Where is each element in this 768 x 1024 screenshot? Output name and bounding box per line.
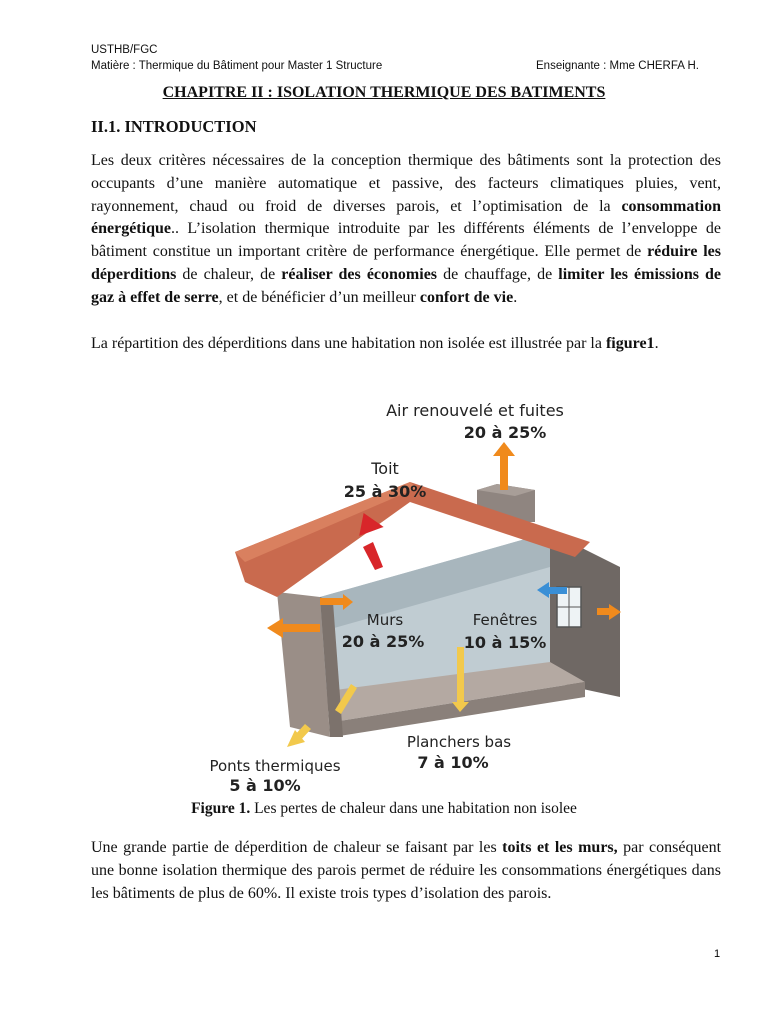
air-arrow (493, 442, 515, 490)
windows-value: 10 à 15% (463, 633, 547, 652)
intro-paragraph: Les deux critères nécessaires de la conception thermique des bâtiments sont la protection des occupants d’une manière automatique et passive, des facteurs climatiques pluies, vent, rayonnement, chaud ou froid de diverses parois, et l’optimisation de la consommation énergétique.. L’isolation thermique introduite par les différents éléments de l’enveloppe de bâtiment constitue un important critère de performance énergétique. Elle permet de réduire les déperditions de chaleur, de réaliser des économies de chauffage, de limiter les émissions de gaz à effet de serre, et de bénéficier d’un meilleur confort de vie. (91, 152, 722, 306)
header-institution: USTHB/FGC (91, 44, 158, 56)
air-value: 20 à 25% (463, 423, 547, 442)
walls-value: 20 à 25% (341, 632, 425, 651)
header-course: Matière : Thermique du Bâtiment pour Master 1 Structure (91, 60, 383, 72)
page-number: 1 (714, 948, 721, 960)
roof-label: Toit (371, 459, 399, 478)
walls-label: Murs (366, 611, 404, 629)
thermal-bridges-value: 5 à 10% (229, 776, 301, 794)
house-heat-loss-figure (205, 392, 635, 794)
header-teacher: Enseignante : Mme CHERFA H. (536, 60, 699, 72)
floor-value: 7 à 10% (417, 753, 489, 772)
chapter-title: CHAPITRE II : ISOLATION THERMIQUE DES BATIMENTS (162, 84, 606, 101)
conclusion-paragraph: Une grande partie de déperdition de chaleur se faisant par les toits et les murs, par conséquent une bonne isolation thermique des parois permet de réduire les consommations énergétiques dans les bâtiments de plus de 60%. Il existe trois types d’isolation des parois. (91, 839, 722, 902)
repartition-paragraph: La répartition des déperditions dans une habitation non isolée est illustrée par la figure1. (91, 335, 659, 352)
roof-value: 25 à 30% (343, 482, 427, 501)
thermal-bridges-label: Ponts thermiques (209, 757, 341, 775)
floor-label: Planchers bas (406, 733, 512, 751)
air-label: Air renouvelé et fuites (386, 401, 564, 420)
figure-caption: Figure 1. Les pertes de chaleur dans une habitation non isolee (191, 800, 577, 817)
windows-label: Fenêtres (472, 611, 538, 629)
section-title: II.1. INTRODUCTION (91, 117, 257, 136)
